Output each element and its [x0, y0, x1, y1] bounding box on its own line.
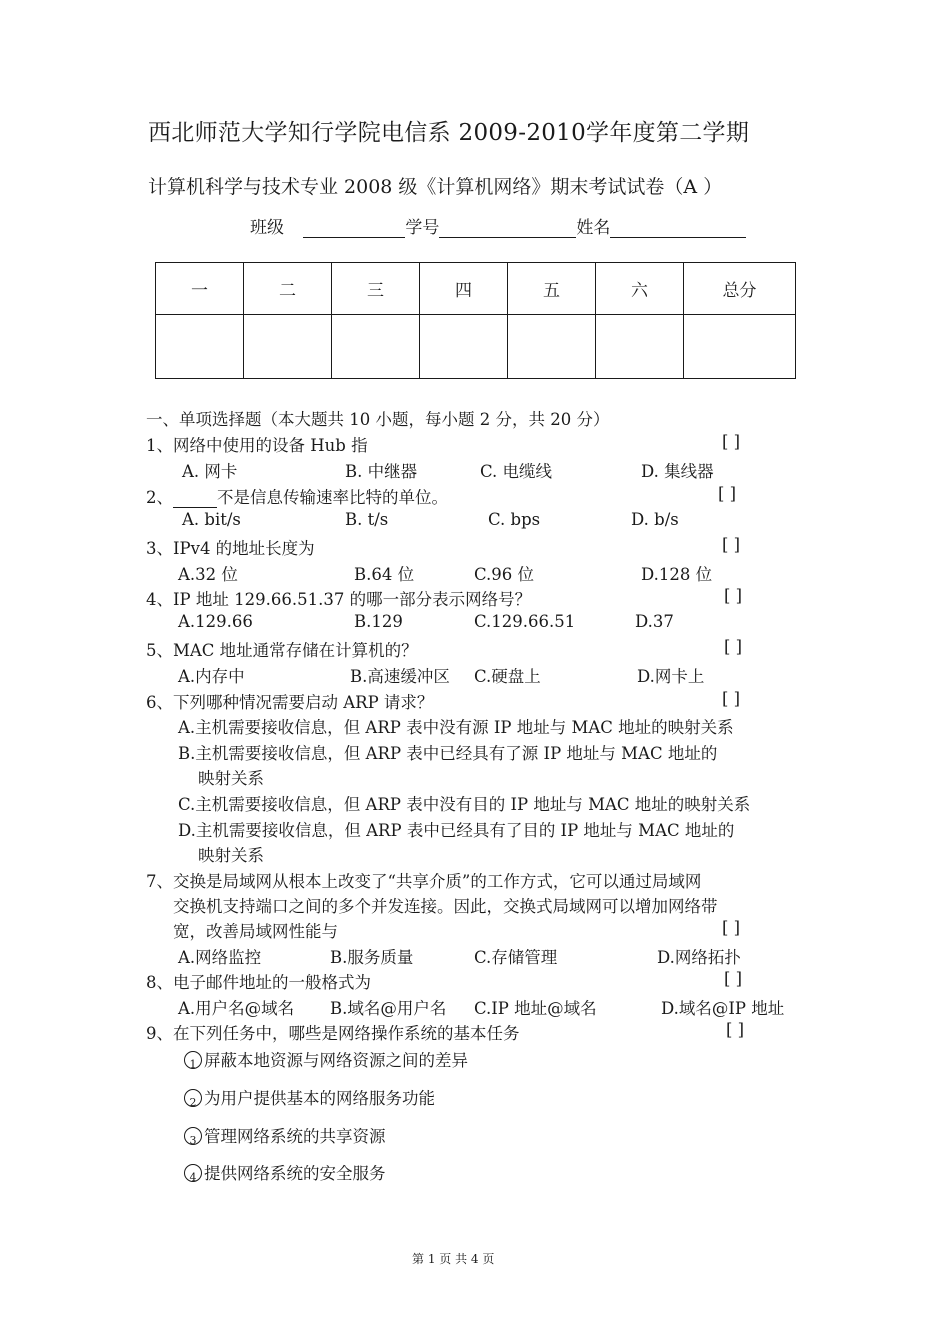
q9-item-1-text: 屏蔽本地资源与网络资源之间的差异 — [204, 1051, 468, 1070]
q6-option-a: A.主机需要接收信息，但 ARP 表中没有源 IP 地址与 MAC 地址的映射关系 — [178, 718, 734, 737]
class-label: 班级 — [250, 218, 284, 238]
q2-answer-bracket[interactable]: [ ] — [718, 484, 737, 503]
score-cell-1[interactable] — [156, 315, 244, 379]
q7-answer-bracket[interactable]: [ ] — [722, 918, 741, 937]
score-header-3: 三 — [332, 263, 420, 315]
q8-stem: 8、电子邮件地址的一般格式为 — [146, 973, 371, 992]
q6-option-d-line1: D.主机需要接收信息，但 ARP 表中已经具有了目的 IP 地址与 MAC 地址的 — [178, 821, 735, 840]
q7-stem-line2: 交换机支持端口之间的多个并发连接。因此，交换式局域网可以增加网络带 — [173, 897, 718, 916]
name-label: 姓名 — [576, 218, 611, 238]
q6-stem: 6、下列哪种情况需要启动 ARP 请求？ — [146, 693, 434, 712]
q6-answer-bracket[interactable]: [ ] — [722, 689, 741, 708]
q4-option-a: A.129.66 — [178, 612, 253, 631]
q7-stem-line1: 7、交换是局域网从根本上改变了“共享介质”的工作方式，它可以通过局域网 — [146, 872, 702, 891]
q8-option-b: B.域名@用户名 — [330, 999, 447, 1018]
score-table-entry-row — [156, 315, 796, 379]
q7-option-b: B.服务质量 — [330, 948, 414, 967]
q5-stem: 5、MAC 地址通常存储在计算机的？ — [146, 641, 418, 660]
score-cell-5[interactable] — [508, 315, 596, 379]
q2-number: 2、 — [146, 488, 173, 507]
q9-answer-bracket[interactable]: [ ] — [726, 1020, 745, 1039]
q4-answer-bracket[interactable]: [ ] — [724, 586, 743, 605]
q9-stem: 9、在下列任务中，哪些是网络操作系统的基本任务 — [146, 1024, 520, 1043]
q3-answer-bracket[interactable]: [ ] — [722, 535, 741, 554]
q8-option-c: C.IP 地址@域名 — [474, 999, 597, 1018]
q2-option-b: B. t/s — [345, 510, 389, 529]
section-heading: 一、单项选择题（本大题共 10 小题，每小题 2 分，共 20 分） — [146, 410, 610, 429]
q1-answer-bracket[interactable]: [ ] — [722, 432, 741, 451]
circled-number-1-icon: 1 — [184, 1051, 202, 1069]
q9-item-4-text: 提供网络系统的安全服务 — [204, 1164, 386, 1183]
name-blank[interactable] — [610, 217, 746, 238]
q2-option-c: C. bps — [488, 510, 541, 529]
q9-item-3 — [184, 1123, 386, 1147]
q5-option-b: B.高速缓冲区 — [350, 667, 450, 686]
q7-stem-line3: 宽，改善局域网性能与 — [173, 922, 338, 941]
q9-item-1 — [184, 1047, 468, 1071]
score-cell-total[interactable] — [684, 315, 796, 379]
q9-item-3-text: 管理网络系统的共享资源 — [204, 1127, 386, 1146]
score-cell-6[interactable] — [596, 315, 684, 379]
exam-subtitle: 计算机科学与技术专业 2008 级《计算机网络》期末考试试卷（A ） — [148, 176, 723, 198]
q3-option-c: C.96 位 — [474, 565, 535, 584]
q2-text: 不是信息传输速率比特的单位。 — [217, 488, 448, 507]
q1-option-d: D. 集线器 — [641, 462, 714, 481]
circled-number-2-icon: 2 — [184, 1089, 202, 1107]
score-cell-3[interactable] — [332, 315, 420, 379]
q5-option-c: C.硬盘上 — [474, 667, 541, 686]
q1-stem: 1、网络中使用的设备 Hub 指 — [146, 436, 368, 455]
exam-title: 西北师范大学知行学院电信系 2009-2010学年度第二学期 — [148, 120, 750, 146]
q8-option-a: A.用户名@域名 — [178, 999, 295, 1018]
q6-option-d-line2: 映射关系 — [198, 846, 264, 865]
page-footer: 第 1 页 共 4 页 — [412, 1252, 495, 1266]
q2-option-d: D. b/s — [631, 510, 679, 529]
q1-option-a: A. 网卡 — [182, 462, 238, 481]
q4-option-d: D.37 — [635, 612, 674, 631]
q3-stem: 3、IPv4 的地址长度为 — [146, 539, 315, 558]
q5-option-a: A.内存中 — [178, 667, 245, 686]
score-header-5: 五 — [508, 263, 596, 315]
q3-option-a: A.32 位 — [178, 565, 238, 584]
score-cell-4[interactable] — [420, 315, 508, 379]
score-header-1: 一 — [156, 263, 244, 315]
q7-option-c: C.存储管理 — [474, 948, 558, 967]
class-blank[interactable] — [303, 217, 405, 238]
circled-number-4-icon: 4 — [184, 1164, 202, 1182]
q2-fill-blank[interactable] — [173, 489, 217, 508]
q5-answer-bracket[interactable]: [ ] — [724, 637, 743, 656]
q2-option-a: A. bit/s — [182, 510, 241, 529]
q8-option-d: D.域名@IP 地址 — [661, 999, 785, 1018]
score-header-2: 二 — [244, 263, 332, 315]
q6-option-b-line1: B.主机需要接收信息，但 ARP 表中已经具有了源 IP 地址与 MAC 地址的 — [178, 744, 718, 763]
q6-option-c: C.主机需要接收信息，但 ARP 表中没有目的 IP 地址与 MAC 地址的映射关系 — [178, 795, 751, 814]
q4-option-b: B.129 — [354, 612, 403, 631]
score-header-4: 四 — [420, 263, 508, 315]
q6-option-b-line2: 映射关系 — [198, 769, 264, 788]
q7-option-a: A.网络监控 — [178, 948, 262, 967]
q3-option-d: D.128 位 — [641, 565, 713, 584]
q9-item-4 — [184, 1160, 386, 1184]
q3-option-b: B.64 位 — [354, 565, 415, 584]
q7-option-d: D.网络拓扑 — [657, 948, 741, 967]
q4-stem: 4、IP 地址 129.66.51.37 的哪一部分表示网络号？ — [146, 590, 532, 609]
score-table — [155, 262, 796, 379]
q1-option-c: C. 电缆线 — [480, 462, 553, 481]
q5-option-d: D.网卡上 — [637, 667, 705, 686]
q4-option-c: C.129.66.51 — [474, 612, 576, 631]
q1-option-b: B. 中继器 — [345, 462, 418, 481]
id-label: 学号 — [405, 218, 440, 238]
score-header-6: 六 — [596, 263, 684, 315]
q9-item-2-text: 为用户提供基本的网络服务功能 — [204, 1089, 435, 1108]
q8-answer-bracket[interactable]: [ ] — [724, 969, 743, 988]
score-header-total: 总分 — [684, 263, 796, 315]
score-cell-2[interactable] — [244, 315, 332, 379]
score-table-header-row — [156, 263, 796, 315]
student-info-line — [250, 213, 746, 238]
q9-item-2 — [184, 1085, 435, 1109]
id-blank[interactable] — [439, 217, 576, 238]
q2-stem — [146, 484, 448, 508]
circled-number-3-icon: 3 — [184, 1127, 202, 1145]
